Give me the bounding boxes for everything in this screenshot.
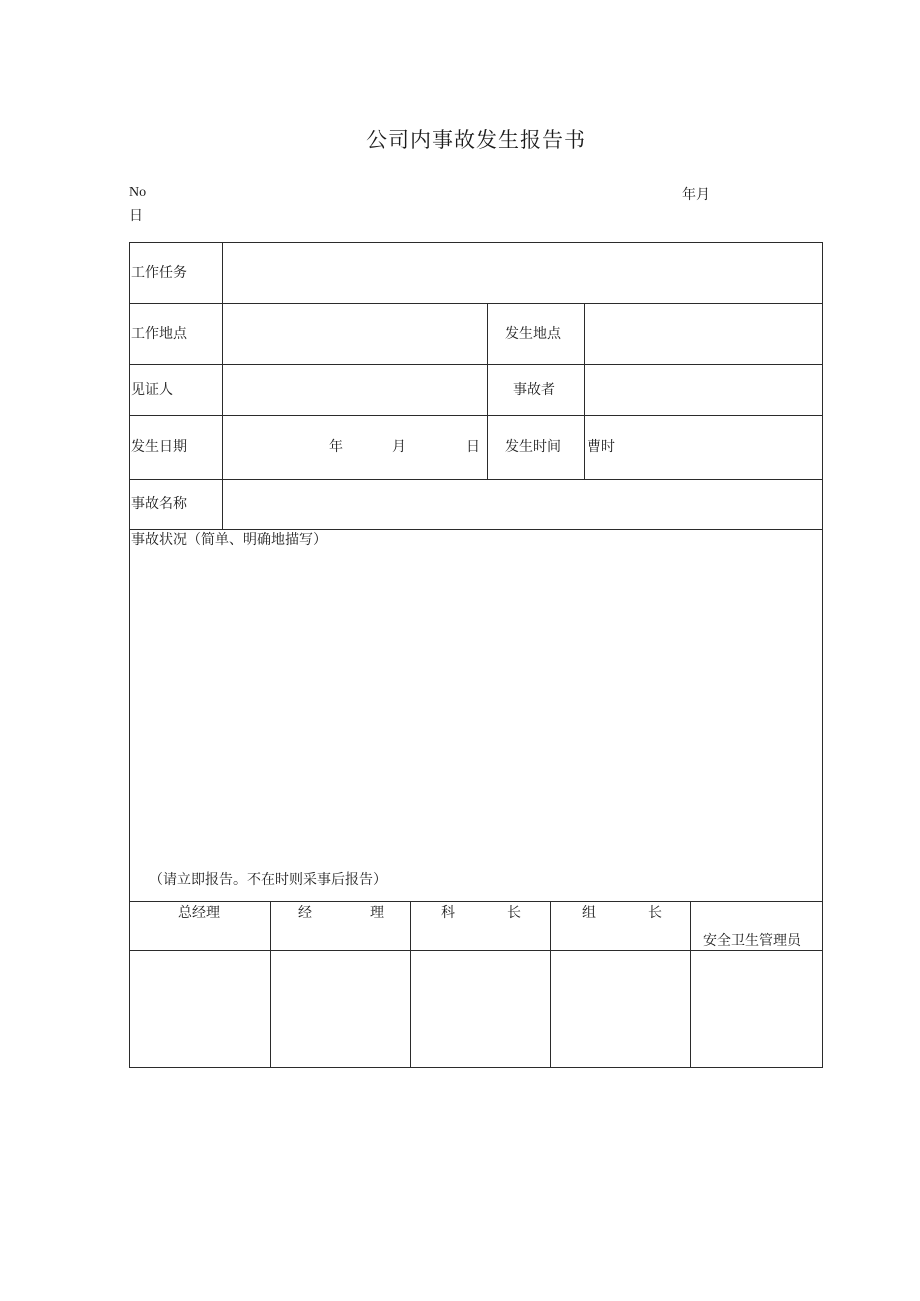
time-value[interactable]: 曹时 — [587, 439, 615, 455]
work-place-label: 工作地点 — [131, 326, 187, 342]
accident-name-label: 事故名称 — [131, 496, 187, 512]
report-number-label: No — [129, 185, 147, 200]
general-manager-label: 总经理 — [178, 905, 220, 921]
section-chief-label-1: 科 — [441, 905, 455, 921]
accident-place-label: 发生地点 — [505, 326, 561, 342]
date-month-label: 月 — [392, 439, 406, 455]
witness-field[interactable] — [224, 366, 486, 414]
accident-person-label: 事故者 — [513, 382, 555, 398]
manager-label-2: 理 — [370, 905, 384, 921]
date-label: 发生日期 — [131, 439, 187, 455]
report-note: （请立即报告。不在时则采事后报告） — [149, 872, 387, 888]
manager-signature-box[interactable] — [272, 952, 409, 1066]
page-title: 公司内事故发生报告书 — [366, 128, 586, 152]
manager-label-1: 经 — [298, 905, 312, 921]
accident-place-field[interactable] — [586, 305, 821, 363]
group-leader-label-2: 长 — [648, 905, 662, 921]
safety-officer-label: 安全卫生管理员 — [703, 933, 801, 949]
witness-label: 见证人 — [131, 382, 173, 398]
situation-field[interactable] — [131, 552, 821, 862]
date-day-label: 日 — [466, 439, 480, 455]
situation-label: 事故状况（简单、明确地描写） — [131, 532, 327, 548]
general-manager-signature-box[interactable] — [131, 952, 269, 1066]
work-task-field[interactable] — [224, 244, 821, 302]
group-leader-signature-box[interactable] — [552, 952, 689, 1066]
accident-name-field[interactable] — [224, 481, 821, 528]
accident-person-field[interactable] — [586, 366, 821, 414]
date-year-label: 年 — [329, 439, 343, 455]
safety-officer-signature-box[interactable] — [692, 952, 821, 1066]
date-year-month-label: 年月 — [682, 187, 710, 203]
work-task-label: 工作任务 — [131, 265, 187, 281]
section-chief-signature-box[interactable] — [412, 952, 549, 1066]
work-place-field[interactable] — [224, 305, 486, 363]
section-chief-label-2: 长 — [507, 905, 521, 921]
time-label: 发生时间 — [505, 439, 561, 455]
group-leader-label-1: 组 — [582, 905, 596, 921]
date-day-label: 日 — [129, 208, 143, 224]
